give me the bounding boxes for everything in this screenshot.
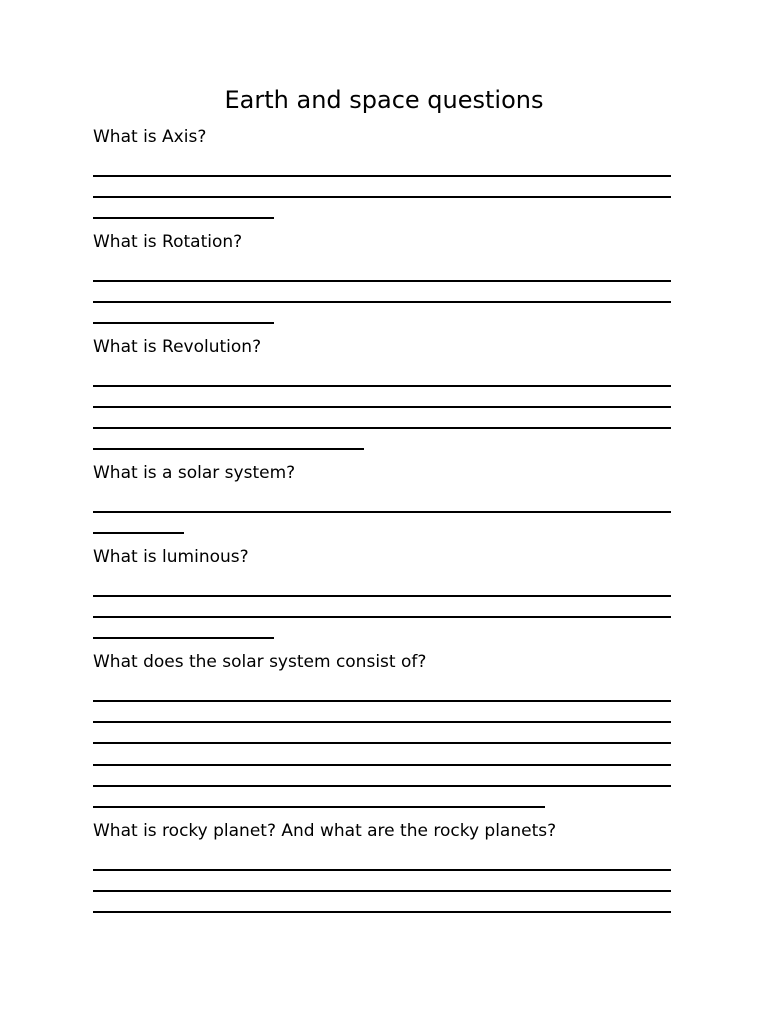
answer-line[interactable]	[93, 595, 671, 597]
answer-line[interactable]	[93, 511, 671, 513]
answer-line[interactable]	[93, 637, 274, 639]
answer-line[interactable]	[93, 427, 671, 429]
answer-line[interactable]	[93, 721, 671, 723]
answer-line[interactable]	[93, 911, 671, 913]
question-axis: What is Axis?	[93, 127, 207, 147]
answer-line[interactable]	[93, 532, 184, 534]
answer-line[interactable]	[93, 217, 274, 219]
answer-line[interactable]	[93, 785, 671, 787]
answer-line[interactable]	[93, 700, 671, 702]
question-luminous: What is luminous?	[93, 547, 249, 567]
question-solar-system: What is a solar system?	[93, 463, 296, 483]
question-rotation: What is Rotation?	[93, 232, 243, 252]
answer-line[interactable]	[93, 448, 364, 450]
answer-line[interactable]	[93, 406, 671, 408]
answer-line[interactable]	[93, 869, 671, 871]
page-title: Earth and space questions	[224, 86, 544, 114]
question-rocky-planet: What is rocky planet? And what are the rocky planets?	[93, 821, 557, 841]
answer-line[interactable]	[93, 806, 545, 808]
answer-line[interactable]	[93, 616, 671, 618]
answer-line[interactable]	[93, 196, 671, 198]
answer-line[interactable]	[93, 322, 274, 324]
answer-line[interactable]	[93, 280, 671, 282]
answer-line[interactable]	[93, 301, 671, 303]
answer-line[interactable]	[93, 764, 671, 766]
answer-line[interactable]	[93, 385, 671, 387]
question-solar-system-consist: What does the solar system consist of?	[93, 652, 427, 672]
answer-line[interactable]	[93, 890, 671, 892]
answer-line[interactable]	[93, 175, 671, 177]
answer-line[interactable]	[93, 742, 671, 744]
question-revolution: What is Revolution?	[93, 337, 262, 357]
